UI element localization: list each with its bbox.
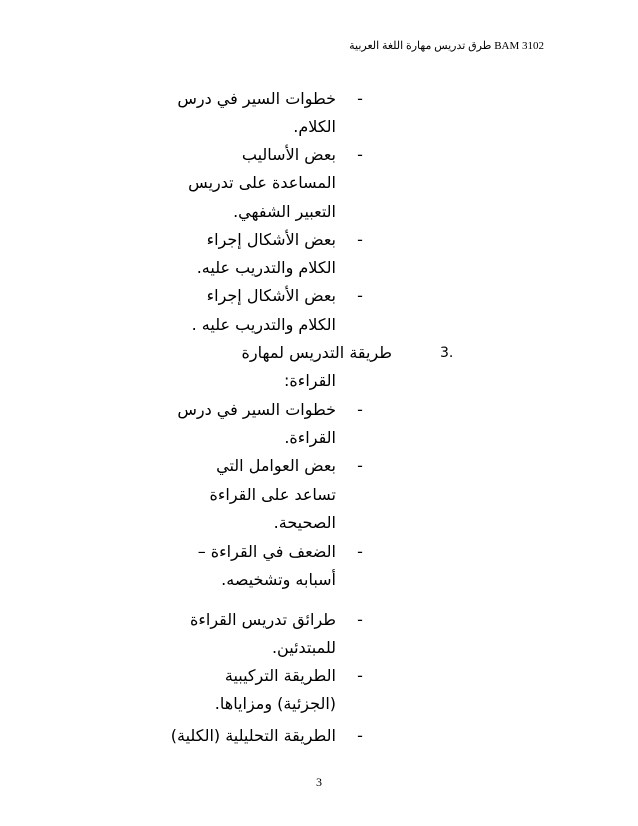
outline-line: الطريقة التركيبية bbox=[224, 666, 336, 685]
bullet-dash: - bbox=[357, 400, 363, 419]
outline-line: التعبير الشفهي. bbox=[233, 202, 336, 221]
outline-line: الضعف في القراءة – bbox=[197, 542, 336, 561]
outline-line: الكلام والتدريب عليه . bbox=[191, 315, 336, 334]
course-title: طرق تدريس مهارة اللغة العربية bbox=[349, 40, 492, 52]
bullet-dash: - bbox=[357, 542, 363, 561]
outline-line: بعض الأشكال إجراء bbox=[206, 230, 336, 249]
outline-line: للمبتدئين. bbox=[271, 638, 336, 657]
outline-line: المساعدة على تدريس bbox=[188, 173, 336, 192]
outline-line: طرائق تدريس القراءة bbox=[190, 610, 336, 629]
bullet-dash: - bbox=[357, 726, 363, 745]
outline-line: الصحيحة. bbox=[273, 513, 336, 532]
outline-line: الكلام. bbox=[293, 117, 336, 136]
outline-line: أسبابه وتشخيصه. bbox=[221, 570, 336, 589]
outline-line: الطريقة التحليلية (الكلية) bbox=[170, 726, 336, 745]
bullet-dash: - bbox=[357, 89, 363, 108]
bullet-dash: - bbox=[357, 666, 363, 685]
course-code: BAM 3102 bbox=[494, 40, 544, 52]
bullet-dash: - bbox=[357, 230, 363, 249]
outline-line: بعض الأشكال إجراء bbox=[206, 286, 336, 305]
bullet-dash: - bbox=[357, 286, 363, 305]
page-header bbox=[124, 39, 544, 53]
outline-line: الكلام والتدريب عليه. bbox=[196, 258, 336, 277]
bullet-dash: - bbox=[357, 610, 363, 629]
outline-line: القراءة. bbox=[284, 428, 336, 447]
section-number: .3 bbox=[440, 345, 454, 361]
outline-line: خطوات السير في درس bbox=[177, 89, 336, 108]
bullet-dash: - bbox=[357, 145, 363, 164]
outline-line: خطوات السير في درس bbox=[177, 400, 336, 419]
bullet-dash: - bbox=[357, 456, 363, 475]
section-heading: القراءة: bbox=[284, 371, 336, 390]
page-number: 3 bbox=[316, 775, 322, 789]
outline-line: (الجزئية) ومزاياها. bbox=[214, 694, 336, 713]
section-heading: طريقة التدريس لمهارة bbox=[241, 343, 392, 362]
outline-line: تساعد على القراءة bbox=[209, 485, 336, 504]
outline-line: بعض العوامل التي bbox=[216, 456, 336, 475]
outline-line: بعض الأساليب bbox=[241, 145, 336, 164]
